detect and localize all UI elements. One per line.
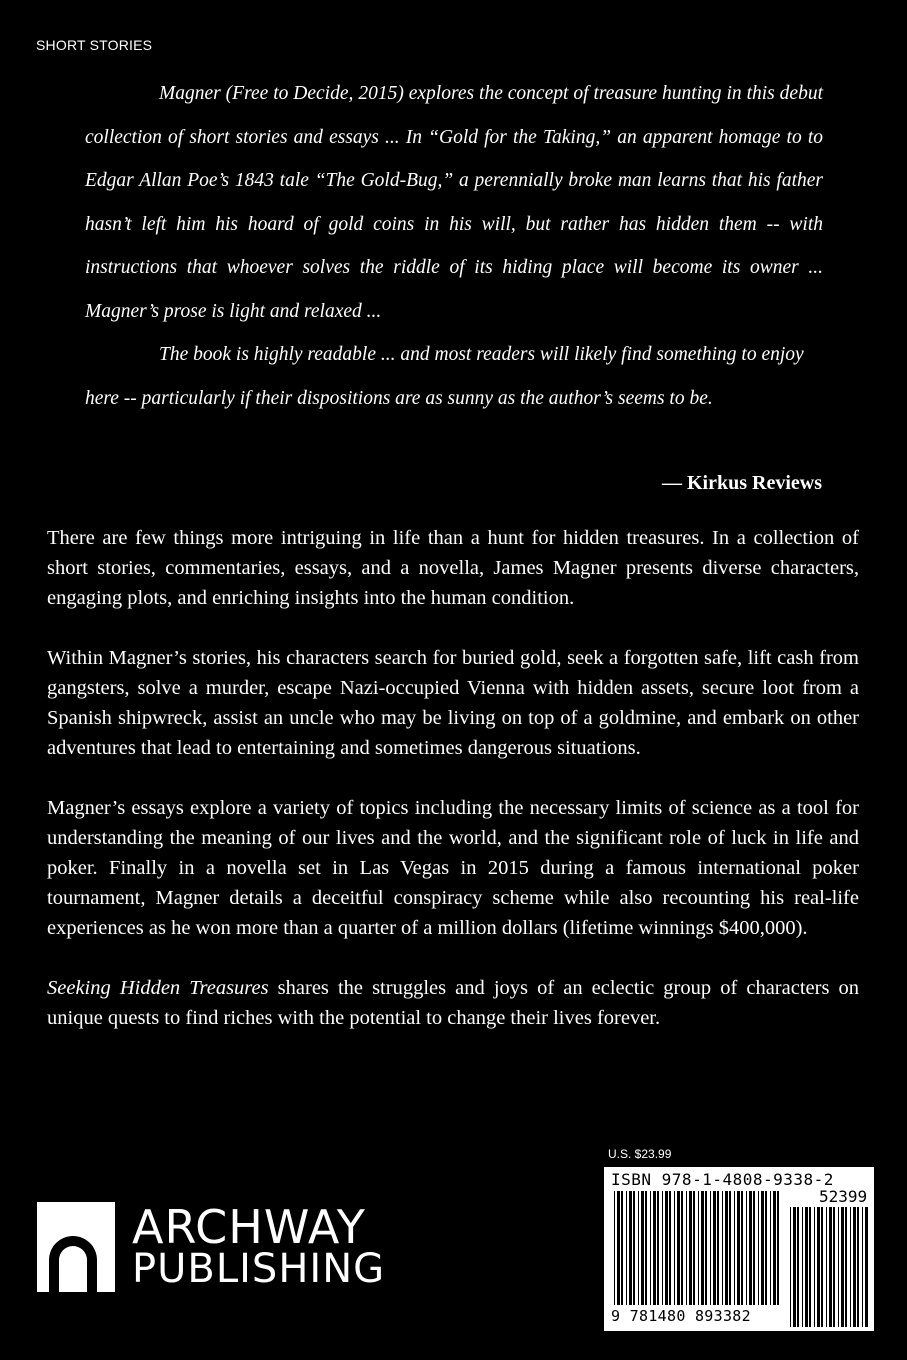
barcode-bar — [765, 1191, 767, 1305]
review-attribution: — Kirkus Reviews — [662, 472, 822, 494]
ean-digits: 9 781480 893382 — [611, 1307, 751, 1325]
barcode-bar — [626, 1191, 627, 1305]
description-paragraph: Magner’s essays explore a variety of topics including the necessary limits of science as a tool for understanding the meaning of our lives and the world, and the significant role of luck in life and poker. Finally in a novella set in Las Vegas in 2015 during a famous international poker tournament, Magner details a deceitful conspiracy scheme while also recounting his real-life experiences as he won more than a quarter of a million dollars (lifetime winnings $400,000). — [47, 797, 859, 939]
barcode-bar — [633, 1191, 635, 1305]
barcode-bar — [793, 1207, 796, 1327]
barcode-bar — [749, 1191, 752, 1305]
publisher-logo — [37, 1200, 427, 1300]
barcode-bar — [629, 1191, 632, 1305]
barcode-bar — [665, 1191, 668, 1305]
arch-icon — [37, 1202, 115, 1292]
price-label: U.S. $23.99 — [608, 1147, 672, 1161]
book-title: Seeking Hidden Treasures — [47, 977, 269, 999]
barcode-bar — [865, 1207, 868, 1327]
barcode-bar — [826, 1207, 827, 1327]
barcode-bar — [722, 1191, 723, 1305]
book-description — [47, 523, 859, 1063]
barcode-bar — [653, 1191, 656, 1305]
isbn-label: ISBN 978-1-4808-9338-2 — [611, 1170, 834, 1189]
barcode-bar — [657, 1191, 659, 1305]
barcode-bar — [650, 1191, 651, 1305]
barcode-bar — [681, 1191, 683, 1305]
description-text: shares the struggles and joys of an eclectic group of characters on unique quests to find riches with the potential to change their lives forever. — [47, 977, 859, 1029]
barcode-bar — [677, 1191, 680, 1305]
barcode-bar — [717, 1191, 719, 1305]
barcode-bar — [802, 1207, 803, 1327]
barcode-bar — [674, 1191, 675, 1305]
barcode-bar — [713, 1191, 716, 1305]
barcode-bar — [814, 1207, 815, 1327]
barcode-bar — [805, 1207, 808, 1327]
review-paragraph: Magner (Free to Decide, 2015) explores the concept of treasure hunting in this debut collection of short stories and essays ... In “Gold for the Taking,” an apparent homage to to Edgar Allan Poe’s 1843 tale “The Gold-Bug,” a perennially broke man learns that his father hasn’t left him his hoard of gold coins in his will, but rather has hidden them -- with instructions that whoever solves the riddle of its hiding place will become its owner ... Magner’s prose is light and relaxed ... — [85, 83, 823, 322]
barcode-bar — [701, 1191, 704, 1305]
barcode-bar — [693, 1191, 695, 1305]
barcode-bar — [817, 1207, 820, 1327]
barcode-bar — [705, 1191, 707, 1305]
description-paragraph — [47, 973, 859, 1033]
barcode-bar — [821, 1207, 823, 1327]
barcode-bar — [710, 1191, 711, 1305]
barcode-bar — [669, 1191, 671, 1305]
barcode-bar — [758, 1191, 759, 1305]
barcode-bar — [621, 1191, 623, 1305]
addon-code: 52399 — [819, 1187, 868, 1206]
barcode-bar — [614, 1191, 615, 1305]
barcode-bar — [645, 1191, 647, 1305]
barcode-bar — [617, 1191, 620, 1305]
barcode-bar — [809, 1207, 811, 1327]
barcode-bar — [841, 1207, 844, 1327]
description-paragraph: There are few things more intriguing in life than a hunt for hidden treasures. In a collection of short stories, commentaries, essays, and a novella, James Magner presents diverse characters, engaging plots, and enriching insights into the human condition. — [47, 527, 859, 609]
barcode-bar — [790, 1207, 791, 1327]
barcode-bar — [862, 1207, 863, 1327]
barcode-bar — [725, 1191, 728, 1305]
barcode-bar — [770, 1191, 771, 1305]
barcode-bar — [662, 1191, 663, 1305]
barcode-bar — [638, 1191, 639, 1305]
barcode-bar — [686, 1191, 687, 1305]
publisher-name-line-1: ARCHWAY — [132, 1200, 366, 1254]
barcode-bar — [850, 1207, 851, 1327]
publisher-name-line-2: PUBLISHING — [132, 1246, 386, 1292]
barcode-bar — [833, 1207, 835, 1327]
barcode-bar — [689, 1191, 692, 1305]
category-label: SHORT STORIES — [36, 37, 153, 53]
barcode-bar — [857, 1207, 859, 1327]
barcode-bar — [698, 1191, 699, 1305]
barcode-bar — [641, 1191, 644, 1305]
barcode-bar — [761, 1191, 764, 1305]
barcode-bar — [853, 1207, 856, 1327]
barcode-bar — [734, 1191, 735, 1305]
barcode-bar — [737, 1191, 740, 1305]
barcode-bar — [753, 1191, 755, 1305]
barcode-bar — [746, 1191, 747, 1305]
barcode-bar — [838, 1207, 839, 1327]
isbn-barcode — [604, 1167, 874, 1331]
barcode-bar — [741, 1191, 743, 1305]
barcode-bar — [829, 1207, 832, 1327]
barcode-bar — [845, 1207, 847, 1327]
review-paragraph: The book is highly readable ... and most readers will likely find something to enjoy here -- particularly if their dispositions are as sunny as the author’s seems to be. — [85, 344, 804, 409]
barcode-bar — [773, 1191, 776, 1305]
barcode-bar — [797, 1207, 799, 1327]
barcode-bar — [729, 1191, 731, 1305]
description-paragraph: Within Magner’s stories, his characters search for buried gold, seek a forgotten safe, lift cash from gangsters, solve a murder, escape Nazi-occupied Vienna with hidden assets, secure loot from a Spanish shipwreck, assist an uncle who may be living on top of a goldmine, and embark on other adventures that lead to entertaining and sometimes dangerous situations. — [47, 647, 859, 759]
barcode-bar — [777, 1191, 779, 1305]
review-quote — [85, 72, 823, 420]
